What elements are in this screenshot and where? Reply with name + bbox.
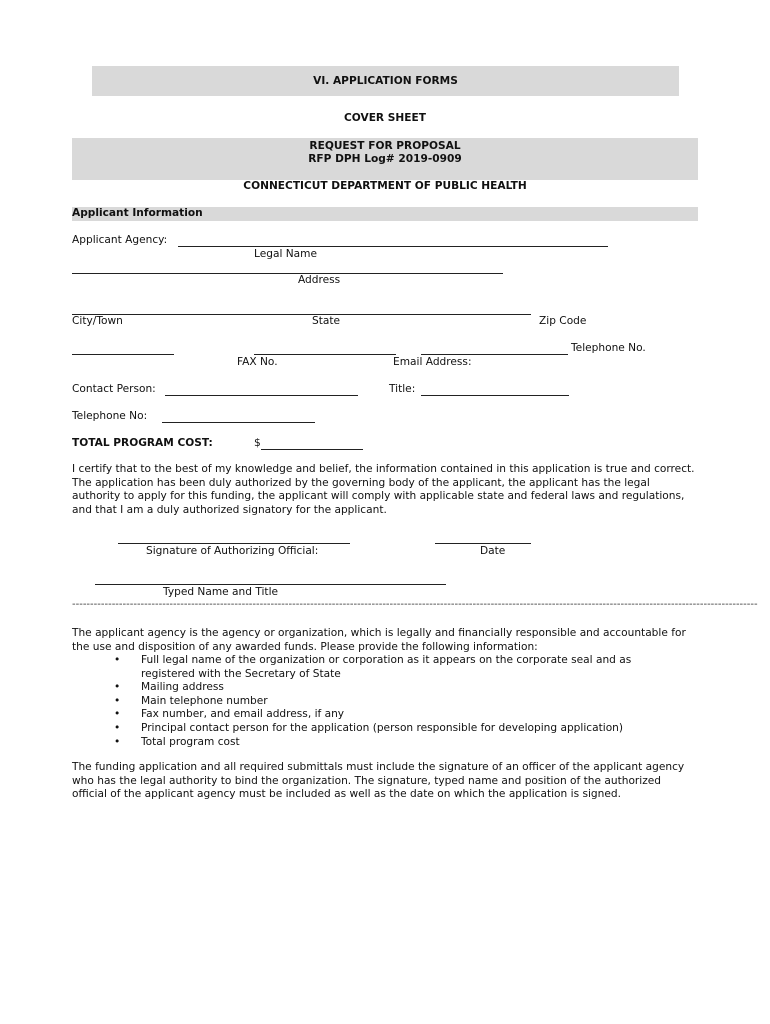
- list-item: • Total program cost: [114, 736, 674, 750]
- date-field[interactable]: [435, 543, 531, 544]
- rfp-line-1: REQUEST FOR PROPOSAL: [309, 140, 461, 152]
- telephone-number-field[interactable]: [162, 422, 315, 423]
- title-field[interactable]: [421, 395, 569, 396]
- rfp-line-2: RFP DPH Log# 2019-0909: [308, 153, 462, 165]
- date-caption: Date: [480, 545, 506, 557]
- list-item: • Main telephone number: [114, 695, 674, 709]
- separator-line: ----------------------------------------------------------------------------------------------------------------------------------------------------------------------------------------------: [72, 599, 758, 610]
- certification-text: I certify that to the best of my knowledge and belief, the information contained in this application is true and correct. The application has been duly authorized by the governing body of the applicant, the applicant has the legal authority to apply for this funding, the applicant will comply with applicable state and federal laws and regulations, and that I am a duly authorized signatory for the applicant.: [72, 463, 695, 516]
- email-field[interactable]: [421, 354, 568, 355]
- state-caption: State: [312, 315, 341, 327]
- applicant-agency-label: Applicant Agency:: [72, 234, 168, 246]
- city-caption: City/Town: [72, 315, 123, 327]
- instructions-closing: The funding application and all required submittals must include the signature of an officer of the applicant agency who has the legal authority to bind the organization. The signature, typed name and position of the authorized official of the applicant agency must be included as well as the date on which the application is signed.: [72, 761, 685, 801]
- list-item: • Mailing address: [114, 681, 674, 695]
- instructions-list: [114, 654, 674, 749]
- list-item: • Principal contact person for the application (person responsible for developing application): [114, 722, 674, 736]
- typed-name-caption: Typed Name and Title: [163, 586, 279, 598]
- legal-name-caption: Legal Name: [254, 248, 318, 260]
- telephone-caption: Telephone No.: [571, 342, 646, 354]
- telephone-field[interactable]: [72, 354, 174, 355]
- contact-person-label: Contact Person:: [72, 383, 156, 395]
- department-name: CONNECTICUT DEPARTMENT OF PUBLIC HEALTH: [243, 180, 527, 192]
- total-cost-field[interactable]: [261, 449, 363, 450]
- zip-caption: Zip Code: [539, 315, 587, 327]
- total-cost-label: TOTAL PROGRAM COST:: [72, 437, 213, 449]
- city-state-zip-field[interactable]: [72, 314, 531, 315]
- cover-sheet-title: COVER SHEET: [344, 112, 426, 124]
- signature-field[interactable]: [118, 543, 350, 544]
- section-title: VI. APPLICATION FORMS: [313, 75, 458, 87]
- list-item: • Full legal name of the organization or corporation as it appears on the corporate seal and as registered with the Secretary of State: [114, 654, 674, 681]
- fax-field[interactable]: [254, 354, 396, 355]
- address-field[interactable]: [72, 273, 503, 274]
- email-caption: Email Address:: [393, 356, 472, 368]
- fax-caption: FAX No.: [237, 356, 278, 368]
- currency-symbol: $: [254, 437, 261, 449]
- instructions-intro: The applicant agency is the agency or organization, which is legally and financially responsible and accountable for the use and disposition of any awarded funds. Please provide the following information:: [72, 627, 686, 653]
- address-caption: Address: [298, 274, 341, 286]
- telephone-label: Telephone No:: [72, 410, 148, 422]
- contact-person-field[interactable]: [165, 395, 358, 396]
- applicant-agency-field[interactable]: [178, 246, 608, 247]
- applicant-info-heading: Applicant Information: [72, 207, 203, 219]
- signature-caption: Signature of Authorizing Official:: [146, 545, 319, 557]
- title-label: Title:: [389, 383, 416, 395]
- list-item: • Fax number, and email address, if any: [114, 708, 674, 722]
- typed-name-field[interactable]: [95, 584, 446, 585]
